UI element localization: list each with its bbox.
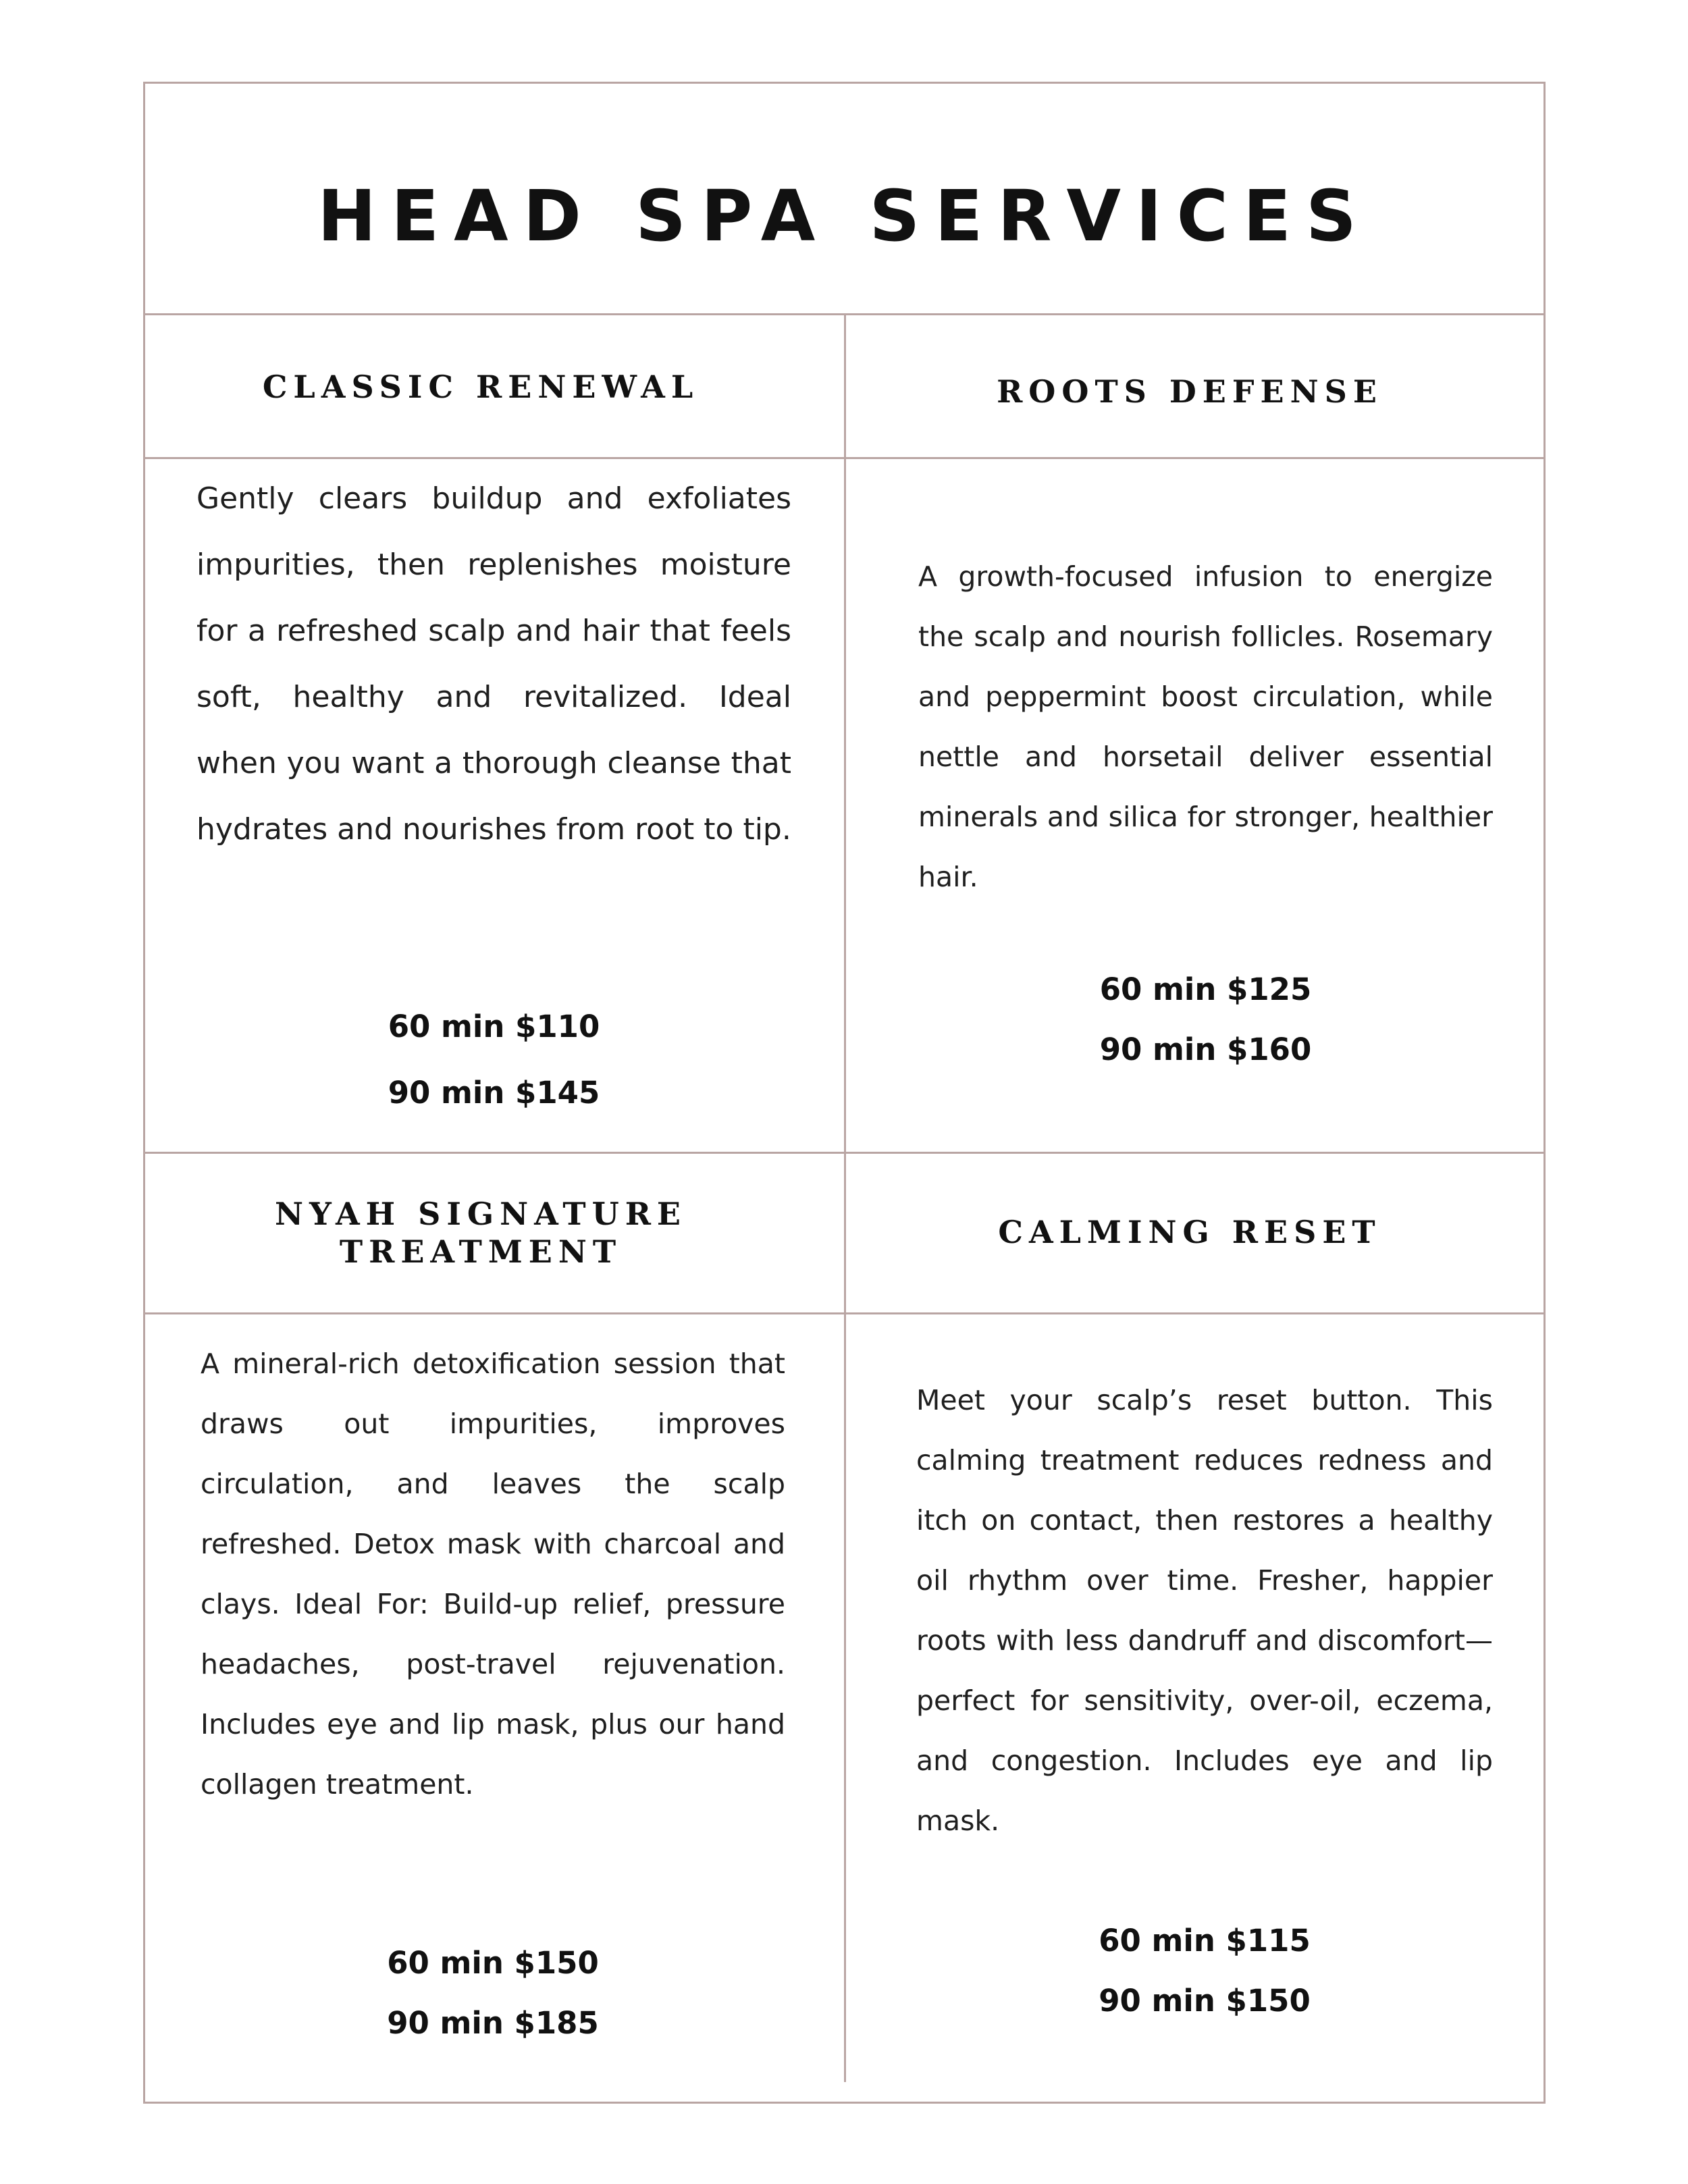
service-price-60-roots-defense: 60 min $125 [1099,971,1312,1007]
service-description-classic-renewal: Gently clears buildup and exfoliates impurities, then replenishes moisture for a refreshed scalp and hair that feels soft, healthy and revitalized. Ideal when you want a thorough cleanse that hydrates and nourishes from root to tip. [196,481,791,847]
service-price-90-calming-reset: 90 min $150 [1099,1983,1311,2019]
page-title: HEAD SPA SERVICES [317,175,1371,257]
service-price-60-nyah-signature: 60 min $150 [387,1945,599,1981]
divider-column [844,313,846,2082]
service-name-classic-renewal: CLASSIC RENEWAL [262,369,700,405]
service-price-90-classic-renewal: 90 min $145 [388,1075,600,1111]
service-description-calming-reset: Meet your scalp’s reset button. This calming treatment reduces redness and itch on contact, then restores a healthy oil rhythm over time. Fresher, happier roots with less dandruff and discomfort—perfect for sensitivity, over-oil, eczema, and congestion. Includes eye and lip mask. [916,1384,1493,1837]
service-price-90-roots-defense: 90 min $160 [1099,1032,1312,1067]
service-name-nyah-signature: NYAH SIGNATURE TREATMENT [275,1196,687,1270]
service-name-roots-defense: ROOTS DEFENSE [997,373,1383,410]
service-description-roots-defense: A growth-focused infusion to energize the scalp and nourish follicles. Rosemary and peppermint boost circulation, while nettle and horsetail deliver essential minerals and silica for stronger, healthier hair. [918,560,1493,893]
service-name-calming-reset: CALMING RESET [998,1214,1381,1250]
service-price-60-classic-renewal: 60 min $110 [388,1009,600,1044]
service-price-90-nyah-signature: 90 min $185 [387,2005,599,2041]
service-price-60-calming-reset: 60 min $115 [1099,1923,1311,1959]
service-description-nyah-signature: A mineral-rich detoxification session that draws out impurities, improves circulation, and leaves the scalp refreshed. Detox mask with charcoal and clays. Ideal For: Build-up relief, pressure headaches, post-travel rejuvenation. Includes eye and lip mask, plus our hand collagen treatment. [201,1348,785,1801]
